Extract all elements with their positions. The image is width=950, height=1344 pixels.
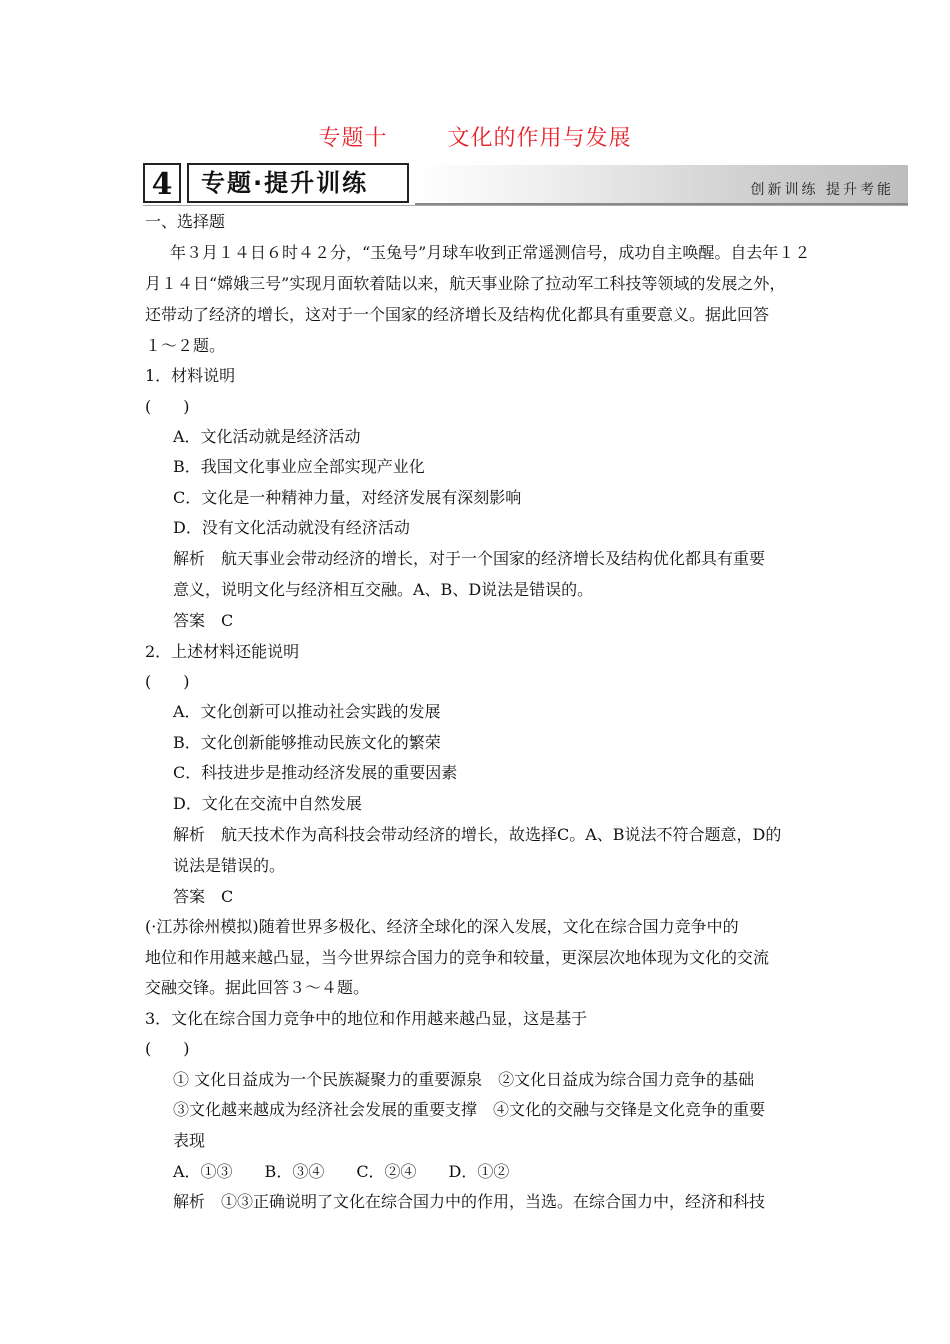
option: D．文化在交流中自然发展 xyxy=(173,794,362,813)
answer-line: 答案 C xyxy=(173,611,234,630)
answer-bracket: ( ) xyxy=(145,672,190,691)
answer-bracket: ( ) xyxy=(145,397,190,416)
option: A．文化活动就是经济活动 xyxy=(173,427,361,446)
answer-bracket: ( ) xyxy=(145,1039,190,1058)
passage-line: １～２题。 xyxy=(145,336,226,355)
section-heading: 一、选择题 xyxy=(145,212,226,231)
option: D．没有文化活动就没有经济活动 xyxy=(173,518,410,537)
statement-line: 表现 xyxy=(173,1131,206,1150)
analysis-line: 解析 航天事业会带动经济的增长，对于一个国家的经济增长及结构优化都具有重要 xyxy=(173,549,766,568)
question-stem: 3．文化在综合国力竞争中的地位和作用越来越凸显，这是基于 xyxy=(145,1009,588,1028)
option: B．我国文化事业应全部实现产业化 xyxy=(173,457,425,476)
answer-line: 答案 C xyxy=(173,887,234,906)
option: A．文化创新可以推动社会实践的发展 xyxy=(173,702,441,721)
banner-label: 专题·提升训练 xyxy=(187,163,409,203)
banner-gradient-bar xyxy=(415,165,908,205)
statement-line: ③文化越来越成为经济社会发展的重要支撑 ④文化的交融与交锋是文化竞争的重要 xyxy=(173,1100,766,1119)
passage-line: 交融交锋。据此回答３～４题。 xyxy=(145,978,370,997)
statement-line: ① 文化日益成为一个民族凝聚力的重要源泉 ②文化日益成为综合国力竞争的基础 xyxy=(173,1070,755,1089)
passage-line: 还带动了经济的增长，这对于一个国家的经济增长及结构优化都具有重要意义。据此回答 xyxy=(145,305,770,324)
banner-rule xyxy=(143,205,908,206)
question-stem: 1．材料说明 xyxy=(145,366,236,385)
passage-line: (·江苏徐州模拟)随着世界多极化、经济全球化的深入发展，文化在综合国力竞争中的 xyxy=(145,917,739,936)
question-stem: 2．上述材料还能说明 xyxy=(145,642,300,661)
analysis-line: 解析 航天技术作为高科技会带动经济的增长，故选择C。A、B说法不符合题意，D的 xyxy=(173,825,782,844)
option: B．文化创新能够推动民族文化的繁荣 xyxy=(173,733,441,752)
option-row: A．①③ B．③④ C．②④ D．①② xyxy=(173,1162,510,1181)
banner-number: 4 xyxy=(143,163,181,203)
analysis-line: 意义，说明文化与经济相互交融。A、B、D说法是错误的。 xyxy=(173,580,594,599)
page-title xyxy=(0,121,950,152)
title-part-2: 文化的作用与发展 xyxy=(447,126,632,151)
analysis-line: 解析 ①③正确说明了文化在综合国力中的作用，当选。在综合国力中，经济和科技 xyxy=(173,1192,766,1211)
title-part-1: 专题十 xyxy=(318,126,388,151)
passage-line: 月１４日“嫦娥三号”实现月面软着陆以来，航天事业除了拉动军工科技等领域的发展之外， xyxy=(145,274,786,293)
banner-slogan: 创新训练 提升考能 xyxy=(750,182,894,198)
passage-line: 地位和作用越来越凸显，当今世界综合国力的竞争和较量，更深层次地体现为文化的交流 xyxy=(145,948,770,967)
option: C．文化是一种精神力量，对经济发展有深刻影响 xyxy=(173,488,522,507)
option: C．科技进步是推动经济发展的重要因素 xyxy=(173,763,458,782)
passage-line: 年３月１４日６时４２分，“玉兔号”月球车收到正常遥测信号，成功自主唤醒。自去年１２ xyxy=(170,243,811,262)
analysis-line: 说法是错误的。 xyxy=(173,856,286,875)
section-banner xyxy=(143,163,908,205)
